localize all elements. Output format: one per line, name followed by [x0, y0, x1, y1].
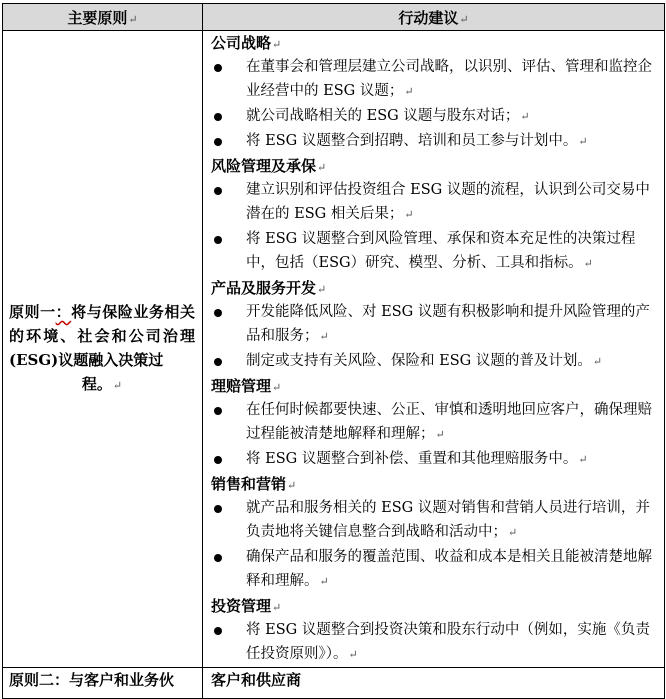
document-page: [2, 3, 665, 699]
bullet-icon: [214, 358, 222, 366]
list-item: 制定或支持有关风险、保险和 ESG 议题的普及计划。↵: [211, 349, 659, 374]
table-row: [3, 668, 665, 699]
list-item: 开发能降低风险、对 ESG 议题有积极影响和提升风险管理的产品和服务；↵: [211, 300, 659, 349]
principles-table: [2, 3, 665, 699]
list-item: 在董事会和管理层建立公司战略，以识别、评估、管理和监控企业经营中的 ESG 议题；↵: [211, 55, 659, 104]
section-title: 理赔管理↵: [211, 377, 282, 395]
section-product-development: [211, 276, 659, 374]
section-title: 投资管理↵: [211, 597, 282, 615]
actions-cell-two: [203, 668, 665, 699]
bullet-icon: [214, 64, 222, 72]
table-header-row: [3, 4, 665, 31]
section-title: 销售和营销↵: [211, 475, 297, 493]
principle-one-prefix: 原则一: [9, 303, 56, 321]
bullet-icon: [214, 187, 222, 195]
section-investment-management: [211, 594, 659, 667]
spellcheck-underline: ：: [55, 303, 72, 321]
section-risk-underwriting: [211, 154, 659, 276]
header-principle: 主要原则↵: [3, 4, 203, 31]
principle-one-text: 将与保险业务相关的环境、社会和公司治理(ESG)议题融入决策过: [9, 303, 195, 369]
bullet-icon: [214, 456, 222, 464]
list-item: 将 ESG 议题整合到招聘、培训和员工参与计划中。↵: [211, 129, 659, 154]
principle-one-tail: 程。: [81, 375, 112, 393]
bullet-icon: [214, 138, 222, 146]
principle-two-cell: 原则二：与客户和业务伙: [3, 668, 203, 699]
bullet-icon: [214, 627, 222, 635]
list-item: 将 ESG 议题整合到风险管理、承保和资本充足性的决策过程中，包括（ESG）研究、模型、分析、工具和指标。↵: [211, 227, 659, 276]
principle-one-cell: 原则一：将与保险业务相关的环境、社会和公司治理(ESG)议题融入决策过 程。↵: [3, 31, 203, 668]
section-title: 产品及服务开发↵: [211, 279, 327, 297]
list-item: 就产品和服务相关的 ESG 议题对销售和营销人员进行培训，并负责地将关键信息整合到战略和活动中；↵: [211, 496, 659, 545]
list-item: 就公司战略相关的 ESG 议题与股东对话；↵: [211, 104, 659, 129]
list-item: 建立识别和评估投资组合 ESG 议题的流程，认识到公司交易中潜在的 ESG 相关后果；↵: [211, 178, 659, 227]
section-corporate-strategy: [211, 31, 659, 154]
section-title: 风险管理及承保↵: [211, 157, 327, 175]
list-item: 确保产品和服务的覆盖范围、收益和成本是相关且能被清楚地解释和理解。↵: [211, 545, 659, 594]
section-title: 公司战略↵: [211, 34, 282, 52]
list-item: 将 ESG 议题整合到补偿、重置和其他理赔服务中。↵: [211, 447, 659, 472]
section-claims-management: [211, 374, 659, 472]
list-item: 在任何时候都要快速、公正、审慎和透明地回应客户，确保理赔过程能被清楚地解释和理解；↵: [211, 398, 659, 447]
actions-cell: [203, 31, 665, 668]
header-actions: 行动建议↵: [203, 4, 665, 31]
list-item: 将 ESG 议题整合到投资决策和股东行动中（例如，实施《负责任投资原则》）。↵: [211, 618, 659, 667]
section-title: 客户和供应商: [211, 671, 302, 689]
table-row: [3, 31, 665, 668]
bullet-icon: [214, 236, 222, 244]
bullet-icon: [214, 554, 222, 562]
bullet-icon: [214, 505, 222, 513]
bullet-icon: [214, 113, 222, 121]
bullet-icon: [214, 407, 222, 415]
bullet-icon: [214, 309, 222, 317]
section-sales-marketing: [211, 472, 659, 594]
